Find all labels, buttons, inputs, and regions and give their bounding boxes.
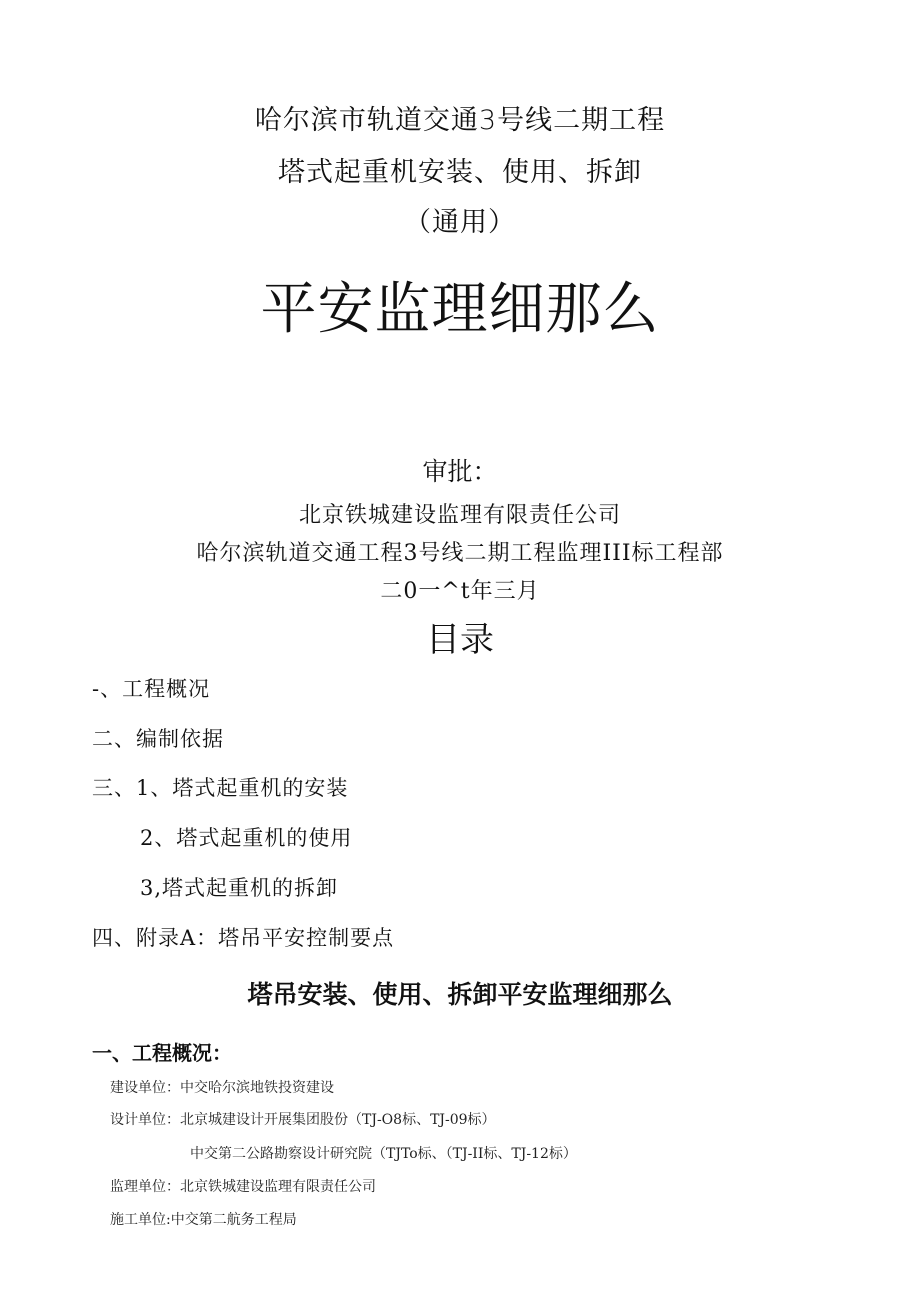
designer-line: 设计单位：北京城建设计开展集团股份（TJ-O8标、TJ-09标） xyxy=(110,1112,496,1128)
toc-item: -、工程概况 xyxy=(92,677,211,701)
project-title-line: 哈尔滨市轨道交通3号线二期工程 xyxy=(254,105,666,136)
section-title: 塔吊安装、使用、拆卸平安监理细那么 xyxy=(247,980,673,1009)
main-title: 平安监理细那么 xyxy=(260,277,660,342)
supervisor-line: 监理单位：北京铁城建设监理有限责任公司 xyxy=(110,1179,376,1195)
approval-label: 审批： xyxy=(422,457,498,486)
general-label: （通用） xyxy=(404,207,516,238)
toc-item: 二、编制依据 xyxy=(92,727,224,751)
project-department: 哈尔滨轨道交通工程3号线二期工程监理III标工程部 xyxy=(196,541,724,566)
toc-item: 三、1、塔式起重机的安装 xyxy=(92,776,349,800)
toc-item: 2、塔式起重机的使用 xyxy=(140,826,353,850)
client-line: 建设单位：中交哈尔滨地铁投资建设 xyxy=(110,1080,334,1096)
toc-item: 四、附录A：塔吊平安控制要点 xyxy=(92,926,395,950)
contractor-line: 施工单位:中交第二航务工程局 xyxy=(110,1212,297,1228)
toc-title: 目录 xyxy=(426,620,494,660)
toc-item: 3,塔式起重机的拆卸 xyxy=(140,876,339,900)
designer-line-continued: 中交第二公路勘察设计研究院（TJTo标、（TJ-II标、TJ-12标） xyxy=(190,1146,577,1162)
supervisor-company: 北京铁城建设监理有限责任公司 xyxy=(298,503,621,528)
subtitle-line: 塔式起重机安装、使用、拆卸 xyxy=(278,157,642,188)
overview-heading: 一、工程概况： xyxy=(92,1041,232,1065)
document-date: 二0一^t年三月 xyxy=(380,579,540,604)
